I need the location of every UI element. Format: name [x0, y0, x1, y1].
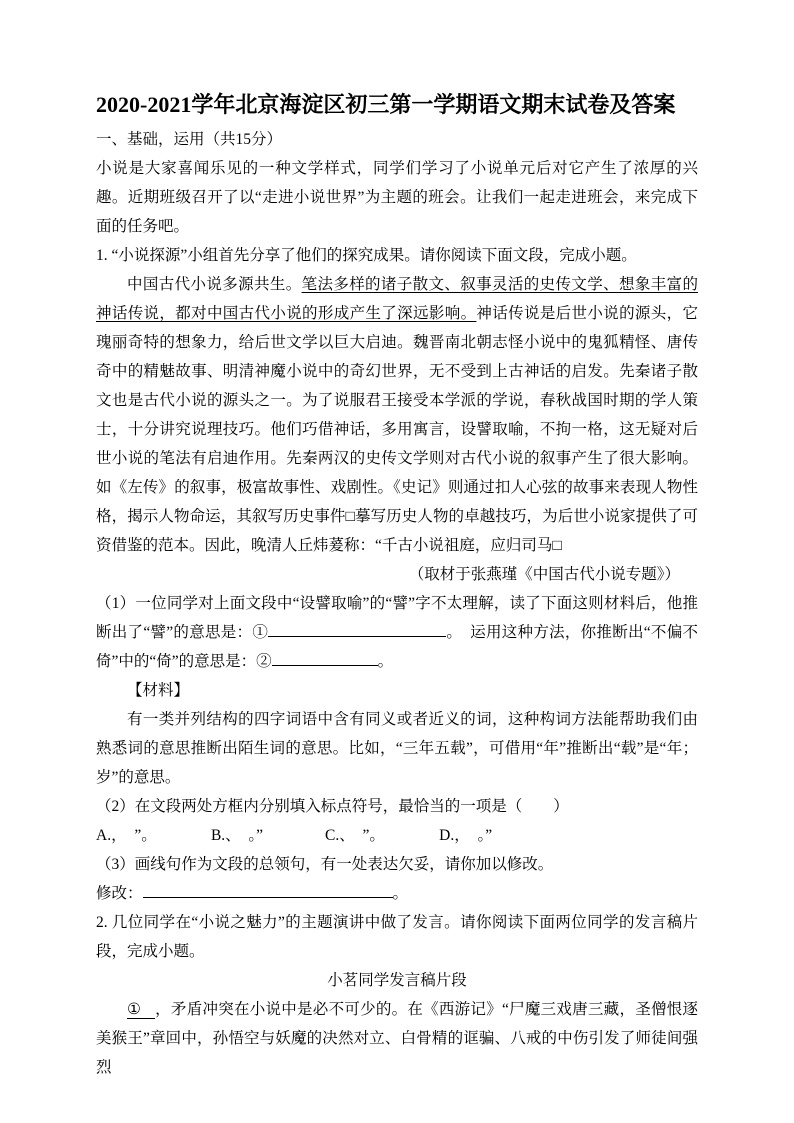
q1-1-text-a: （1）一位同学对上面文段中“设譬取喻”的“譬”字不太理解，读了下面这则材料后，他推断出了“譬”的意思是：① [96, 595, 698, 641]
section-heading: 一、基础，运用（共15分） [96, 131, 283, 148]
speech-paragraph [96, 995, 698, 1082]
document-title: 2020-2021学年北京海淀区初三第一学期语文期末试卷及答案 [96, 92, 676, 117]
material-text: 有一类并列结构的四字词语中含有同义或者近义的词，这种构词方法能帮助我们由熟悉词的意思推断出陌生词的意思。比如，“三年五载”，可借用“年”推断出“载”是“年；岁”的意思。 [96, 711, 698, 786]
q1-1-text-b: 。 运用这种方法，你推断出“不偏不倚”中的“倚”的意思是：② [96, 624, 698, 670]
reading-passage [96, 270, 698, 560]
answer-blank-3 [143, 882, 393, 899]
q1-3-period: 。 [392, 885, 409, 902]
speech-blank-marker: ① [127, 1001, 155, 1019]
question-1-2: （2）在文段两处方框内分别填入标点符号，最恰当的一项是（ ） [96, 798, 569, 815]
speech-text: ，矛盾冲突在小说中是必不可少的。在《西游记》“尸魔三戏唐三藏，圣僧恨逐美猴王”章回中，孙悟空与妖魔的决然对立、白骨精的诓骗、八戒的中伤引发了师徒间强烈 [96, 1001, 698, 1076]
passage-underlined-sentence: 笔法多样的诸子散文、叙事灵活的史传文学、想象丰富的神话传说，都对中国古代小说的形成产生了深远影响。 [96, 276, 698, 322]
question-1: 1. “小说探源”小组首先分享了他们的探究成果。请你阅读下面文段，完成小题。 [96, 247, 637, 264]
passage-text-post: 神话传说是后世小说的源头，它瑰丽奇特的想象力，给后世文学以巨大启迪。魏晋南北朝志怪小说中的鬼狐精怪、唐传奇中的精魅故事、明清神魔小说中的奇幻世界，无不受到上古神话的启发。先秦诸子散文也是古代小说的源头之一。为了说服君王接受本学派的学说，春秋战国时期的学人策士，十分讲究说理技巧。他们巧借神话，多用寓言，设譬取喻，不拘一格，这无疑对后世小说的笔法有启迪作用。先秦两汉的史传文学则对古代小说的叙事产生了很大影响。如《左传》的叙事，极富故事性、戏剧性。《史记》则通过扣人心弦的故事来表现人物性格，揭示人物命运，其叙写历史事件□摹写历史人物的卓越技巧，为后世小说家提供了可资借鉴的范本。因此，晚清人丘炜萲称：“千古小说祖庭，应归司马□ [96, 305, 698, 554]
revision-label: 修改： [96, 885, 143, 902]
q1-1-text-c: 。 [377, 653, 394, 670]
question-1-3: （3）画线句作为文段的总领句，有一处表达欠妥，请你加以修改。 [96, 856, 554, 873]
source-attribution: （取材于张燕瑾《中国古代小说专题》） [408, 566, 680, 583]
answer-blank-2 [272, 650, 378, 667]
passage-text-pre: 中国古代小说多源共生。 [127, 276, 302, 293]
question-1-2-options: A.， ”。 B.、 。” C.、 ”。 D.， 。” [96, 827, 493, 844]
intro-paragraph: 小说是大家喜闻乐见的一种文学样式，同学们学习了小说单元后对它产生了浓厚的兴趣。近期班级召开了以“走进小说世界”为主题的班会。让我们一起走进班会，来完成下面的任务吧。 [96, 160, 698, 235]
answer-blank-1 [268, 621, 446, 638]
material-label: 【材料】 [127, 682, 190, 699]
question-2: 2. 几位同学在“小说之魅力”的主题演讲中做了发言。请你阅读下面两位同学的发言稿片段，完成小题。 [96, 914, 698, 960]
question-1-1 [96, 589, 698, 676]
speech-title: 小茗同学发言稿片段 [327, 972, 467, 989]
question-1-3-answer-line [96, 879, 698, 908]
